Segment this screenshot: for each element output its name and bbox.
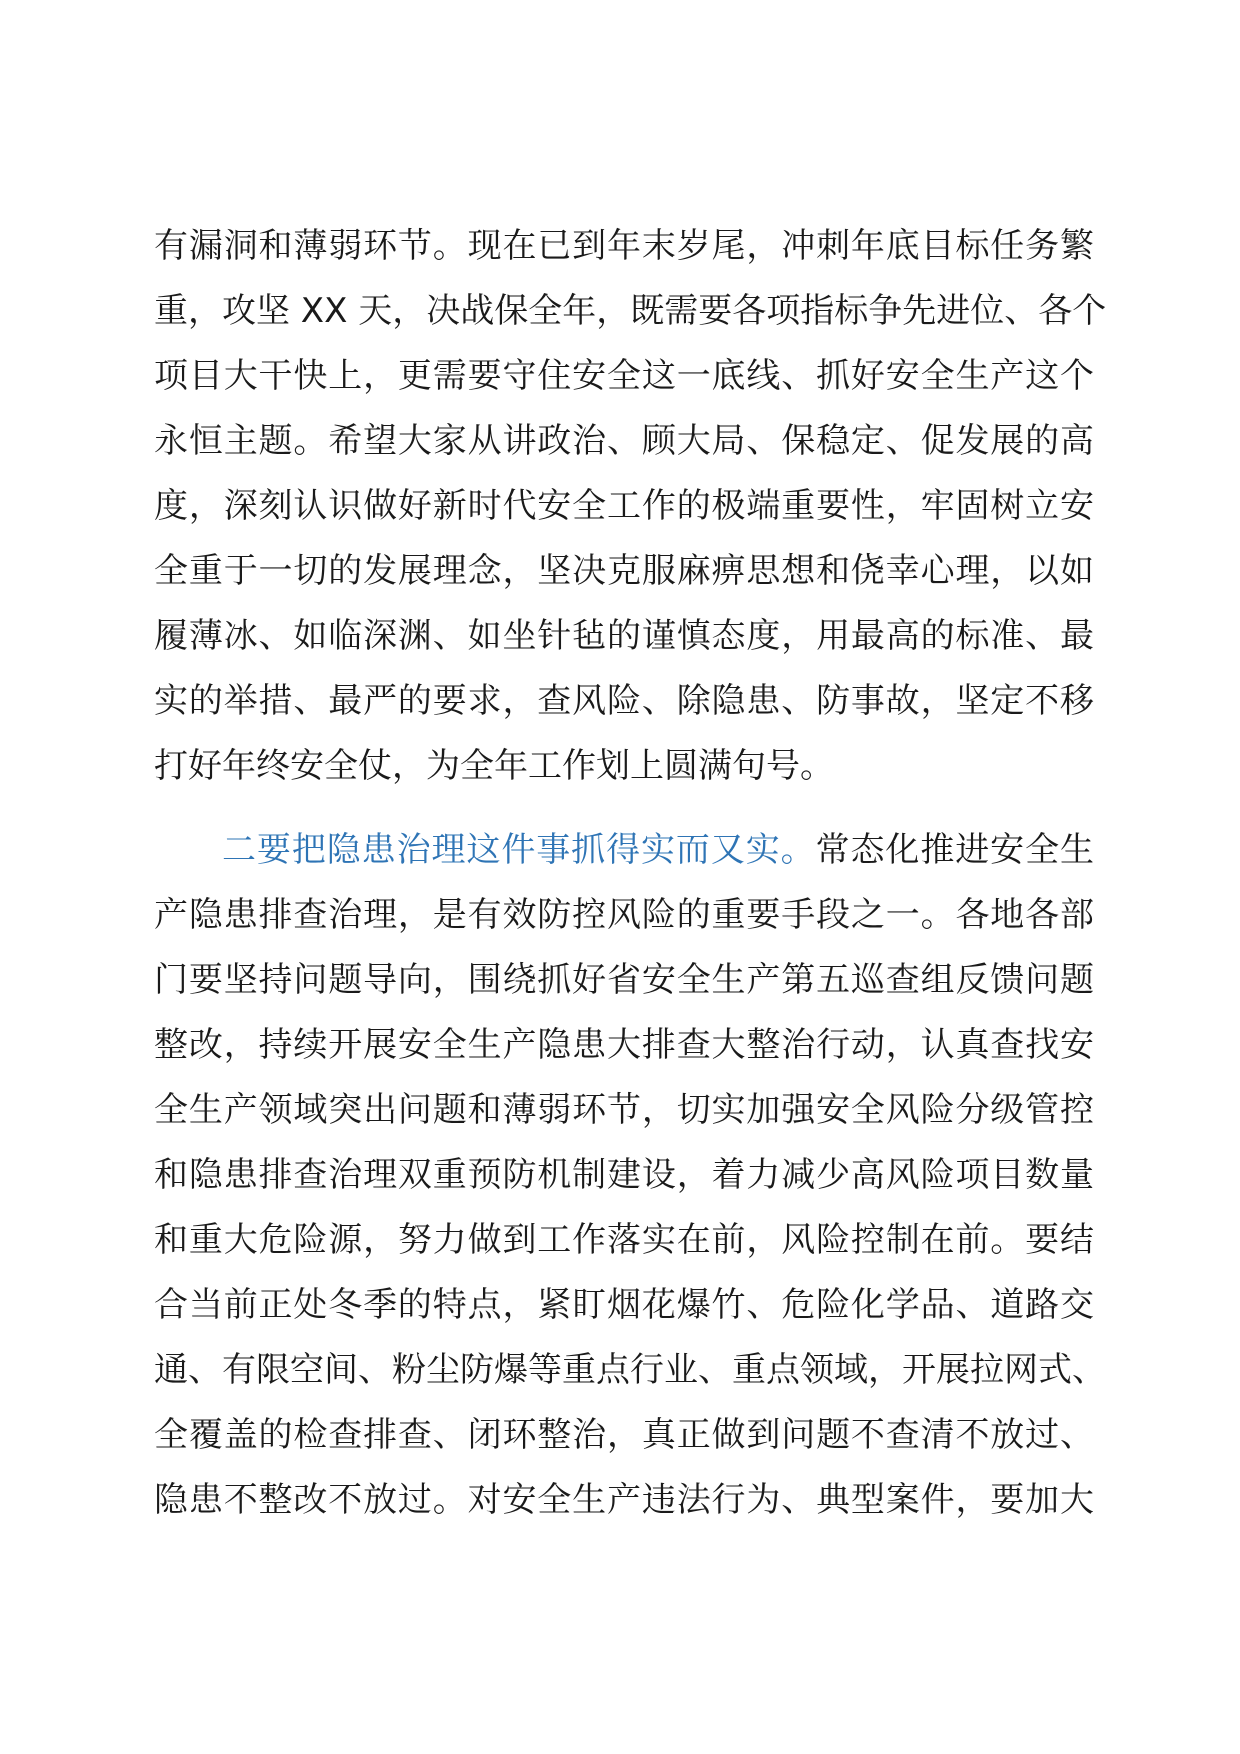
text-line: 重，攻坚 XX 天，决战保全年，既需要各项指标争先进位、各个 [154, 291, 1107, 331]
text-line: 全重于一切的发展理念，坚决克服麻痹思想和侥幸心理，以如 [154, 551, 1094, 591]
text-line: 和隐患排查治理双重预防机制建设，着力减少高风险项目数量 [154, 1155, 1094, 1195]
text-line: 度，深刻认识做好新时代安全工作的极端重要性，牢固树立安 [154, 486, 1094, 526]
text-line: 永恒主题。希望大家从讲政治、顾大局、保稳定、促发展的高 [154, 421, 1094, 461]
text-line: 产隐患排查治理，是有效防控风险的重要手段之一。各地各部 [154, 895, 1094, 935]
text-line-first [154, 818, 1094, 883]
text-line: 全覆盖的检查排查、闭环整治，真正做到问题不查清不放过、 [154, 1415, 1094, 1455]
text-run: 常态化推进安全生 [815, 830, 1095, 870]
section-heading: 二要把隐患治理这件事抓得实而又实。 [222, 830, 816, 870]
text-line: 隐患不整改不放过。对安全生产违法行为、典型案件，要加大 [154, 1480, 1094, 1520]
text-line: 通、有限空间、粉尘防爆等重点行业、重点领域，开展拉网式、 [154, 1350, 1106, 1390]
text-line: 打好年终安全仗，为全年工作划上圆满句号。 [154, 746, 834, 786]
text-line: 实的举措、最严的要求，查风险、除隐患、防事故，坚定不移 [154, 681, 1094, 721]
text-line: 有漏洞和薄弱环节。现在已到年末岁尾，冲刺年底目标任务繁 [154, 226, 1094, 266]
text-line: 门要坚持问题导向，围绕抓好省安全生产第五巡查组反馈问题 [154, 960, 1094, 1000]
paragraph-safety-bottom-line [154, 214, 1107, 799]
text-line: 整改，持续开展安全生产隐患大排查大整治行动，认真查找安 [154, 1025, 1094, 1065]
text-line: 合当前正处冬季的特点，紧盯烟花爆竹、危险化学品、道路交 [154, 1285, 1094, 1325]
text-line: 和重大危险源，努力做到工作落实在前，风险控制在前。要结 [154, 1220, 1094, 1260]
text-line: 履薄冰、如临深渊、如坐针毡的谨慎态度，用最高的标准、最 [154, 616, 1094, 656]
text-line: 项目大干快上，更需要守住安全这一底线、抓好安全生产这个 [154, 356, 1094, 396]
paragraph-hazard-governance [154, 818, 1106, 1533]
text-line: 全生产领域突出问题和薄弱环节，切实加强安全风险分级管控 [154, 1090, 1094, 1130]
